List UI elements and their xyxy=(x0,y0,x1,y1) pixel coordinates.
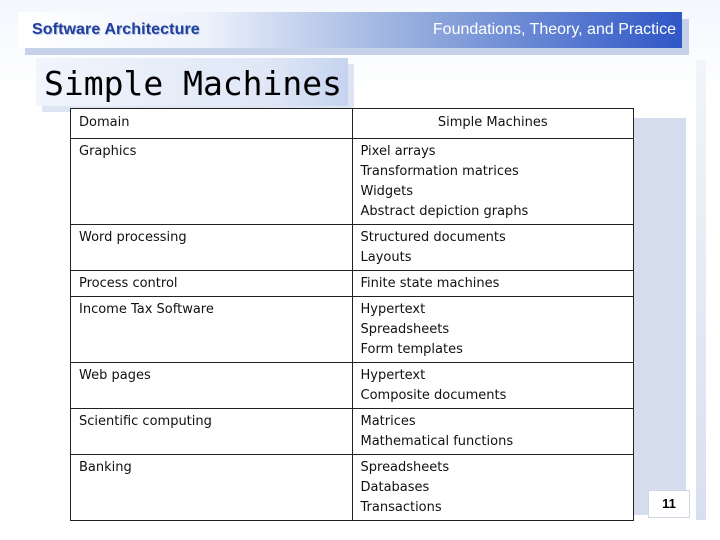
machine-item: Transactions xyxy=(360,500,442,515)
machine-item: Matrices xyxy=(360,414,416,429)
title-background xyxy=(36,58,348,106)
machine-item: Layouts xyxy=(360,250,412,265)
domain-cell: Process control xyxy=(71,271,353,297)
book-subtitle: Foundations, Theory, and Practice xyxy=(432,21,676,38)
table-row xyxy=(71,363,634,409)
machine-item: Transformation matrices xyxy=(360,164,519,179)
domain-cell: Graphics xyxy=(71,139,353,225)
domain-cell: Banking xyxy=(71,455,353,521)
table-row xyxy=(71,139,634,225)
machines-cell xyxy=(352,363,634,409)
table-header-row xyxy=(71,109,634,139)
machines-cell xyxy=(352,455,634,521)
machines-cell xyxy=(352,271,634,297)
slide-title: Simple Machines xyxy=(44,64,343,103)
table-row xyxy=(71,225,634,271)
machine-item: Hypertext xyxy=(360,302,426,317)
domain-cell: Web pages xyxy=(71,363,353,409)
machine-item: Form templates xyxy=(360,342,463,357)
table-row xyxy=(71,297,634,363)
header-gradient xyxy=(18,12,682,48)
side-decoration xyxy=(696,60,706,520)
machine-item: Structured documents xyxy=(360,230,506,245)
machine-item: Mathematical functions xyxy=(360,434,514,449)
simple-machines-table xyxy=(70,108,634,521)
machines-cell xyxy=(352,225,634,271)
table-row xyxy=(71,409,634,455)
column-header-machines: Simple Machines xyxy=(352,109,634,139)
machine-item: Spreadsheets xyxy=(360,460,450,475)
table-row xyxy=(71,455,634,521)
machines-cell xyxy=(352,297,634,363)
header-bar xyxy=(18,12,682,48)
machine-item: Hypertext xyxy=(360,368,426,383)
machine-item: Spreadsheets xyxy=(360,322,450,337)
slide-title-box xyxy=(36,58,348,106)
table-row xyxy=(71,271,634,297)
machines-cell xyxy=(352,409,634,455)
machine-item: Widgets xyxy=(360,184,414,199)
machine-item: Composite documents xyxy=(360,388,507,403)
course-title: Software Architecture xyxy=(32,21,200,38)
machine-item: Finite state machines xyxy=(360,276,500,291)
machine-item: Databases xyxy=(360,480,430,495)
domain-cell: Income Tax Software xyxy=(71,297,353,363)
machine-item: Abstract depiction graphs xyxy=(360,204,529,219)
column-header-domain: Domain xyxy=(71,109,353,139)
machines-cell xyxy=(352,139,634,225)
machine-item: Pixel arrays xyxy=(360,144,436,159)
domain-cell: Word processing xyxy=(71,225,353,271)
domain-cell: Scientific computing xyxy=(71,409,353,455)
page-number: 11 xyxy=(648,490,690,518)
